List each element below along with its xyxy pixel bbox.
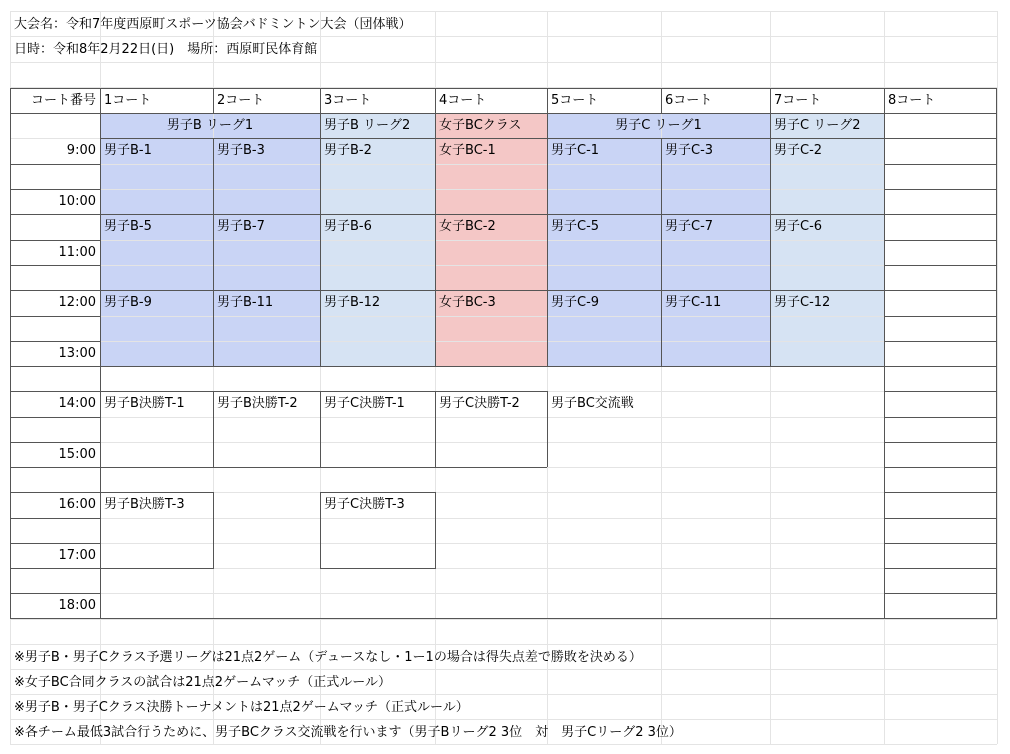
gridline: [10, 518, 997, 519]
border-line: [884, 391, 997, 392]
match-cell: 男子B決勝T-3: [104, 497, 185, 512]
time-label: 15:00: [58, 447, 96, 462]
border-line: [884, 341, 997, 342]
match-cell: 男子C-5: [551, 219, 600, 234]
court-header-8: 8コート: [888, 93, 936, 108]
league-label-women-bc: 女子BCクラス: [439, 118, 522, 133]
border-line: [884, 290, 997, 291]
gridline: [10, 442, 997, 443]
border-line: [884, 593, 997, 594]
match-cell: 男子B-6: [324, 219, 372, 234]
gridline: [10, 240, 997, 241]
border-line: [884, 240, 997, 241]
border-line: [884, 189, 997, 190]
border-line: [770, 138, 771, 366]
league-label-men-c-2: 男子C リーグ2: [774, 118, 861, 133]
border-line: [100, 366, 884, 367]
match-cell: 男子B-9: [104, 295, 152, 310]
border-line: [884, 568, 997, 569]
time-label: 9:00: [66, 143, 96, 158]
match-cell: 男子C-1: [551, 143, 600, 158]
time-label: 12:00: [58, 295, 96, 310]
border-line: [213, 492, 214, 568]
border-line: [10, 164, 100, 165]
time-label: 16:00: [58, 497, 96, 512]
league-label-men-b-2: 男子B リーグ2: [324, 118, 411, 133]
match-cell: 男子B-3: [217, 143, 265, 158]
border-line: [10, 467, 100, 468]
gridline: [10, 164, 997, 165]
border-line: [435, 492, 436, 568]
border-line: [884, 164, 997, 165]
match-cell: 男子C決勝T-3: [324, 497, 405, 512]
league-fill-men-b-2: [320, 138, 435, 366]
match-cell: 男子C-2: [774, 143, 823, 158]
border-line: [10, 568, 100, 569]
note: ※女子BC合同クラスの試合は21点2ゲームマッチ（正式ルール）: [14, 675, 392, 690]
court-number-label: コート番号: [30, 93, 96, 108]
border-line: [884, 214, 997, 215]
border-line: [100, 138, 101, 366]
note: ※男子B・男子Cクラス予選リーグは21点2ゲーム（デュースなし・1ー1の場合は得失点差で勝敗を決める）: [14, 650, 642, 665]
gridline: [10, 189, 997, 190]
border-line: [884, 518, 997, 519]
match-cell: 男子B-1: [104, 143, 152, 158]
border-line: [884, 417, 997, 418]
border-line: [10, 214, 100, 215]
border-line: [100, 568, 214, 569]
match-cell: 男子B-12: [324, 295, 381, 310]
court-header-3: 3コート: [324, 93, 372, 108]
border-line: [884, 265, 997, 266]
time-label: 11:00: [58, 245, 96, 260]
court-header-7: 7コート: [774, 93, 822, 108]
border-line: [884, 366, 997, 367]
border-line: [320, 138, 321, 366]
border-line: [10, 265, 100, 266]
time-label: 14:00: [58, 396, 96, 411]
match-cell: 男子B-7: [217, 219, 265, 234]
gridline: [10, 593, 997, 594]
gridline: [10, 62, 997, 63]
border-line: [884, 492, 997, 493]
match-cell: 男子C決勝T-1: [324, 396, 405, 411]
gridline: [10, 417, 997, 418]
event-datetime-place: 日時：令和8年2月22日(日) 場所：西原町民体育館: [14, 42, 318, 57]
border-line: [10, 417, 100, 418]
border-line: [10, 618, 997, 619]
court-header-6: 6コート: [665, 93, 713, 108]
border-line: [10, 366, 100, 367]
border-line: [884, 113, 885, 138]
border-line: [884, 467, 997, 468]
gridline: [10, 316, 997, 317]
match-cell: 男子C-11: [665, 295, 722, 310]
league-label-men-b-1: 男子B リーグ1: [166, 118, 254, 133]
border-line: [10, 518, 100, 519]
border-line: [320, 568, 436, 569]
border-line: [884, 316, 997, 317]
match-cell: 女子BC-3: [439, 295, 496, 310]
match-cell: 男子C決勝T-2: [439, 396, 520, 411]
match-cell: 男子B-11: [217, 295, 274, 310]
note: ※各チーム最低3試合行うために、男子BCクラス交流戦を行います（男子Bリーグ2 3位 対 男子Cリーグ2 3位）: [14, 725, 682, 740]
match-cell: 男子C-12: [774, 295, 831, 310]
match-cell: 男子B決勝T-2: [217, 396, 298, 411]
time-label: 17:00: [58, 548, 96, 563]
note: ※男子B・男子Cクラス決勝トーナメントは21点2ゲームマッチ（正式ルール）: [14, 700, 469, 715]
event-name: 大会名：令和7年度西原町スポーツ協会バドミントン大会（団体戦）: [14, 17, 412, 32]
border-line: [884, 442, 997, 443]
league-fill-men-b-1: [100, 138, 320, 366]
match-cell: 男子BC交流戦: [551, 396, 634, 411]
border-line: [884, 543, 997, 544]
match-cell: 男子B決勝T-1: [104, 396, 185, 411]
court-header-4: 4コート: [439, 93, 487, 108]
league-fill-women-bc: [435, 138, 547, 366]
time-label: 10:00: [58, 194, 96, 209]
border-line: [547, 138, 548, 366]
border-line: [884, 138, 885, 618]
border-line: [661, 138, 662, 366]
match-cell: 女子BC-2: [439, 219, 496, 234]
match-cell: 男子C-7: [665, 219, 714, 234]
match-cell: 男子B-5: [104, 219, 152, 234]
league-fill-men-c-1: [547, 138, 770, 366]
match-cell: 男子C-9: [551, 295, 600, 310]
time-label: 13:00: [58, 346, 96, 361]
match-cell: 女子BC-1: [439, 143, 496, 158]
border-line: [100, 467, 547, 468]
gridline: [10, 619, 997, 620]
border-line: [10, 316, 100, 317]
court-header-5: 5コート: [551, 93, 599, 108]
match-cell: 男子C-6: [774, 219, 823, 234]
time-label: 18:00: [58, 598, 96, 613]
gridline: [10, 341, 997, 342]
border-line: [213, 138, 214, 366]
border-line: [435, 138, 436, 366]
court-header-1: 1コート: [104, 93, 152, 108]
gridline: [10, 265, 997, 266]
match-cell: 男子B-2: [324, 143, 372, 158]
border-line: [996, 88, 997, 619]
gridline: [997, 11, 998, 744]
gridline: [10, 543, 997, 544]
league-label-men-c-1: 男子C リーグ1: [615, 118, 702, 133]
league-fill-men-c-2: [770, 138, 884, 366]
court-header-2: 2コート: [217, 93, 265, 108]
match-cell: 男子C-3: [665, 143, 714, 158]
